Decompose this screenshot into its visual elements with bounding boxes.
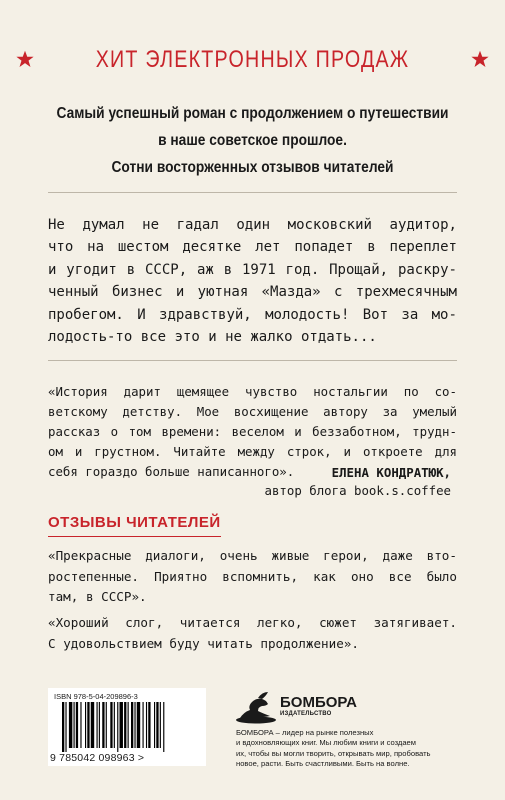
word: со- [434, 384, 457, 399]
word: жалко [250, 329, 293, 346]
word: отдать... [300, 329, 377, 346]
publisher-about-line: их, чтобы вы могли творить, открывать мир, пробовать [236, 748, 431, 758]
word: и [208, 329, 217, 346]
description-line [48, 281, 457, 303]
word: очень [219, 548, 258, 563]
word: времени: [161, 424, 222, 439]
subtitle-line: Сотни восторженных отзывов читателей [111, 159, 394, 176]
word: ностальгии [313, 384, 388, 399]
reviews-underline [48, 536, 221, 537]
word: все [388, 568, 412, 584]
word: автору [323, 404, 368, 419]
word: между [237, 444, 275, 459]
word: «Мазда» [261, 284, 321, 301]
word: Приятно [154, 568, 208, 584]
description-line [48, 214, 457, 236]
word: вспомнить, [222, 568, 299, 584]
barcode [48, 688, 206, 766]
word: гадал [176, 217, 219, 233]
word: попадет [294, 239, 354, 256]
word: оно [350, 568, 374, 584]
description-line [48, 304, 457, 326]
publisher-about [236, 728, 476, 769]
word: молодость! [265, 306, 350, 323]
word: это [174, 329, 200, 346]
description [48, 214, 457, 348]
word: трудн- [412, 424, 457, 439]
divider [48, 360, 457, 361]
subtitle [20, 100, 485, 181]
review-line [48, 567, 457, 588]
word: «Прекрасные [48, 548, 132, 563]
word: написанного». [197, 464, 295, 479]
word: мо- [431, 306, 457, 323]
word: герои, [323, 548, 369, 563]
word: «История [48, 384, 108, 399]
word: трехмесячным [355, 284, 457, 301]
quote-author [265, 464, 452, 500]
publisher-about-line: БОМБОРА – лидер на рынке полезных [236, 728, 374, 737]
isbn-text: ISBN 978-5-04-209896-3 [54, 692, 138, 701]
word: умелый [412, 404, 457, 419]
word: читается [179, 615, 241, 630]
word: себя [48, 464, 78, 479]
word: веселом [231, 424, 284, 439]
word: восхищение [233, 404, 309, 419]
publisher-subtitle: ИЗДАТЕЛЬСТВО [280, 711, 332, 717]
word: аудитор, [389, 217, 457, 233]
word: даже [382, 548, 413, 563]
description-line [48, 259, 457, 281]
word: гораздо [85, 464, 138, 479]
word: чувство [245, 384, 298, 399]
word: сюжет [319, 615, 357, 630]
word: было [426, 568, 457, 584]
word: 1971 [241, 261, 276, 278]
word: Прощай, [329, 261, 389, 278]
word: год. [285, 261, 320, 278]
review [48, 546, 457, 608]
barcode-bars [62, 702, 198, 752]
word: детству. [122, 404, 183, 419]
word: по [403, 384, 419, 399]
description-line [48, 236, 457, 258]
word: думал [82, 217, 125, 233]
word: лет [255, 239, 281, 256]
divider [48, 192, 457, 193]
word: буду [169, 635, 200, 651]
word: Вот [362, 306, 389, 323]
word: вто- [426, 548, 457, 563]
word: для [434, 444, 457, 459]
word: аж [196, 261, 214, 278]
description-line [48, 326, 457, 348]
review-line [48, 546, 457, 567]
word: как [313, 568, 336, 584]
word: беззаботном, [312, 424, 402, 439]
word: читать [207, 635, 253, 651]
word: продолжение». [260, 635, 359, 651]
word: дарит [123, 384, 161, 399]
word: том [128, 424, 151, 439]
word: в [367, 239, 376, 256]
word: с [333, 284, 343, 301]
word: десятке [182, 239, 242, 256]
word: ченный [48, 284, 99, 301]
review-line [48, 587, 457, 608]
word: один [236, 217, 271, 233]
word: строк, [286, 444, 332, 459]
word: затягивает. [373, 615, 457, 630]
word: не [142, 217, 160, 233]
word: в [85, 589, 94, 604]
word: и [343, 444, 352, 459]
star-icon [471, 50, 489, 68]
word: и [175, 284, 185, 301]
author-name: ЕЛЕНА КОНДРАТЮК, [331, 465, 451, 480]
publisher-name: БОМБОРА [280, 694, 357, 711]
barcode-digits: 9 785042 098963 > [50, 752, 145, 764]
publisher-about-line: и вдохновляющих книг. Мы любим книги и создаем [236, 738, 417, 748]
publisher-about-line: новое, расти. Быть счастливыми. Быть на волне. [236, 758, 410, 768]
word: все [140, 329, 167, 346]
word: пробегом. [48, 306, 124, 323]
quote-line [48, 442, 457, 462]
header [0, 40, 505, 80]
word: живые [271, 548, 310, 563]
reviews-heading: ОТЗЫВЫ ЧИТАТЕЛЕЙ [48, 514, 221, 531]
word: И [137, 306, 146, 323]
word: ом [48, 444, 63, 459]
quote-line [48, 422, 457, 442]
hit-title: ХИТ ЭЛЕКТРОННЫХ ПРОДАЖ [95, 46, 410, 73]
word: и [48, 261, 57, 278]
word: бизнес [111, 284, 163, 301]
word: в [223, 261, 233, 278]
review-line [48, 634, 457, 655]
word: раскру- [397, 261, 457, 278]
word: московский [287, 217, 372, 233]
word: диалоги, [145, 548, 206, 563]
word: не [225, 329, 242, 346]
word: слог, [125, 615, 164, 630]
word: СССР». [101, 589, 147, 604]
word: там, [48, 589, 79, 604]
review-line [48, 613, 457, 634]
word: откроете [362, 444, 423, 459]
word: легко, [257, 615, 303, 630]
word: СССР, [144, 261, 188, 278]
word: рассказ [48, 424, 101, 439]
word: здравствуй, [159, 306, 252, 323]
author-role: автор блога book.s.coffee [264, 483, 451, 498]
word: что [48, 239, 74, 256]
word: за [401, 306, 419, 323]
word: и [74, 444, 83, 459]
word: за [382, 404, 398, 419]
quote-line [48, 382, 457, 402]
word: Читайте [173, 444, 226, 459]
word: лодость-то [48, 329, 133, 346]
word: удовольствием [63, 635, 162, 651]
word: о [110, 424, 119, 439]
word: в [126, 261, 136, 278]
word: шестом [117, 239, 169, 256]
word: угодит [66, 261, 117, 278]
word: Мое [196, 404, 220, 419]
word: ростепенные. [48, 568, 139, 584]
word: больше [145, 464, 190, 479]
word: Не [48, 217, 65, 233]
star-icon [16, 50, 34, 68]
quote-line [48, 402, 457, 422]
subtitle-line: в наше советское прошлое. [158, 132, 347, 149]
word: ветскому [48, 404, 108, 419]
word: С [48, 635, 56, 651]
word: щемящее [176, 384, 230, 399]
word: уютная [197, 284, 249, 301]
word: на [87, 239, 105, 256]
word: переплет [389, 239, 457, 256]
word: и [294, 424, 302, 439]
word: грустном. [94, 444, 162, 459]
review [48, 613, 457, 654]
subtitle-line: Самый успешный роман с продолжением о путешествии [56, 105, 449, 122]
word: «Хороший [48, 615, 109, 630]
